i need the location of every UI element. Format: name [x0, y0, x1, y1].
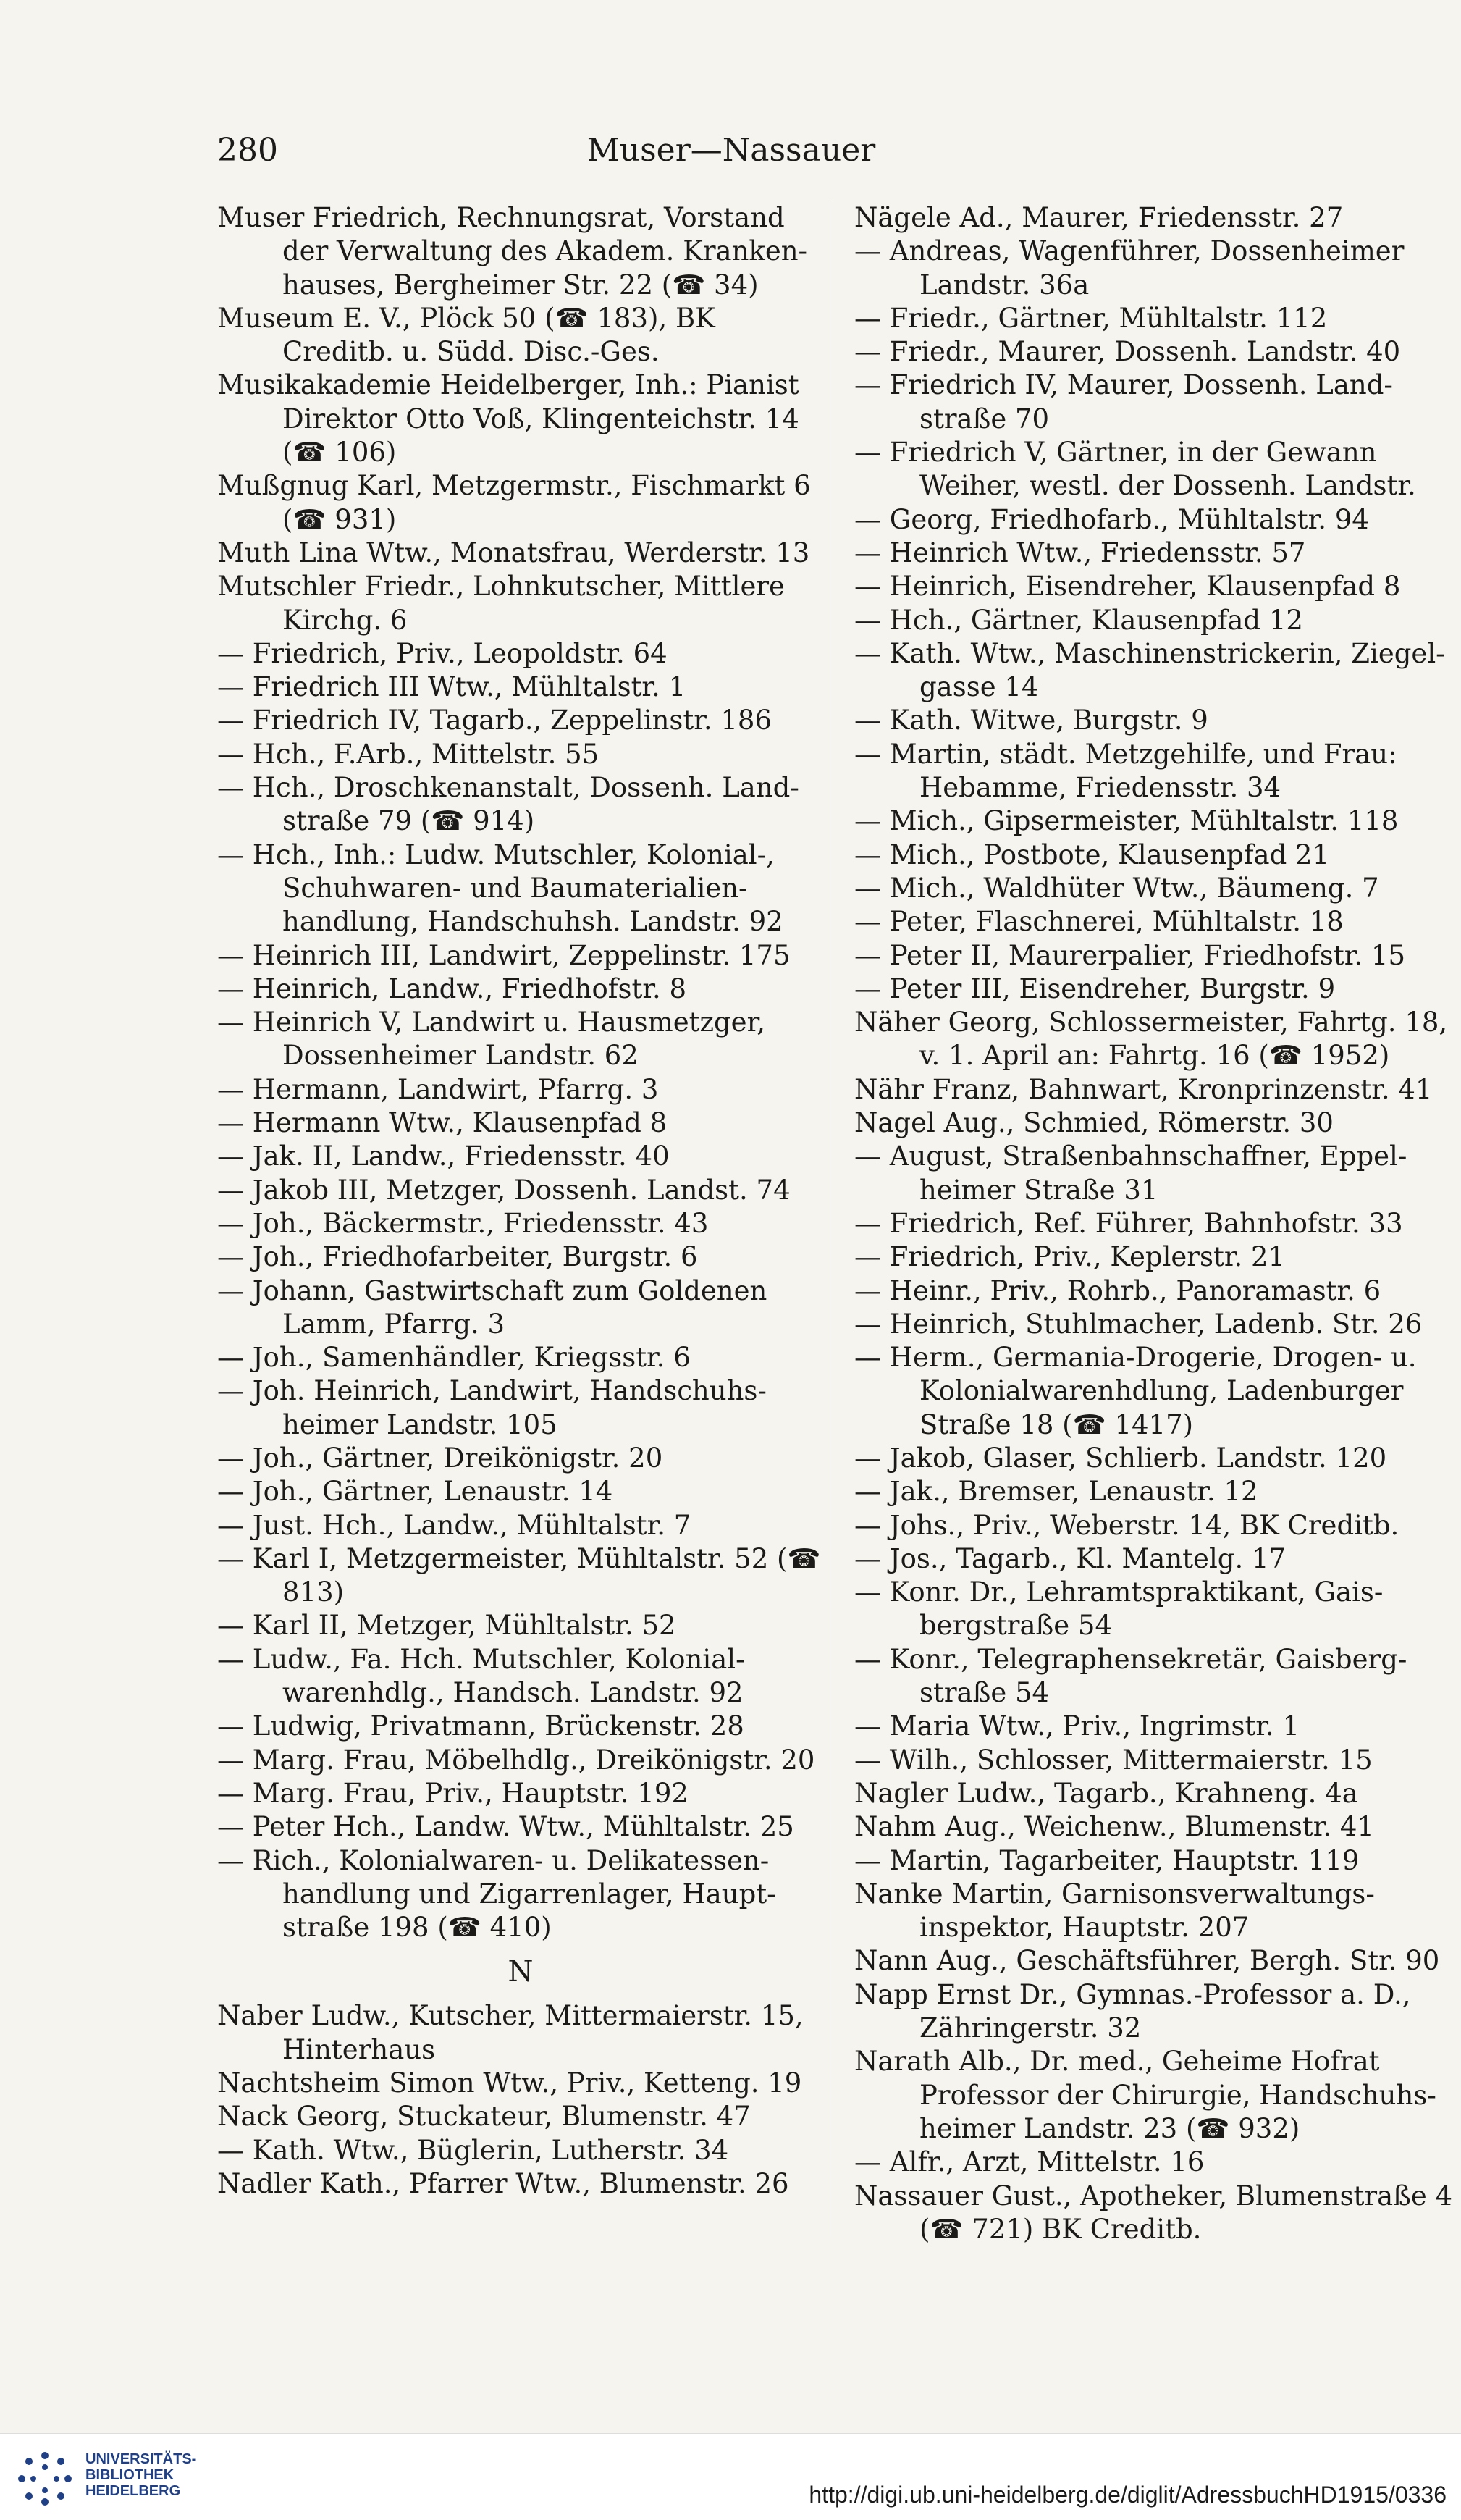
directory-entry: Nägele Ad., Maurer, Friedensstr. 27 [854, 202, 1344, 233]
source-url-link[interactable]: http://digi.ub.uni-heidelberg.de/diglit/AdressbuchHD1915/0336 [809, 2482, 1447, 2508]
directory-entry: Nagler Ludw., Tagarb., Krahneng. 4a [854, 1777, 1358, 1809]
directory-entry: Nagel Aug., Schmied, Römerstr. 30 [854, 1107, 1334, 1139]
directory-entry: Nadler Kath., Pfarrer Wtw., Blumenstr. 26 [217, 2167, 789, 2199]
directory-entry: — Joh. Heinrich, Landwirt, Handschuhs- heimer Landstr. 105 [217, 1375, 775, 1440]
directory-entry: — Joh., Samenhändler, Kriegsstr. 6 [217, 1342, 691, 1374]
directory-entry: Nack Georg, Stuckateur, Blumenstr. 47 [217, 2101, 751, 2133]
directory-entry: — Rich., Kolonialwaren- u. Delikatessen- handlung und Zigarrenlager, Haupt- straße 198 (☎ 410) [217, 1844, 785, 1944]
page-number: 280 [217, 132, 278, 169]
directory-entry: — Peter II, Maurerpalier, Friedhofstr. 15 [854, 939, 1406, 971]
directory-entry: — Joh., Gärtner, Dreikönigstr. 20 [217, 1442, 663, 1474]
directory-entry: Museum E. V., Plöck 50 (☎ 183), BK Creditb. u. Südd. Disc.-Ges. [217, 302, 724, 368]
directory-entry: — Jakob, Glaser, Schlierb. Landstr. 120 [854, 1442, 1387, 1474]
directory-entry: — Friedrich IV, Tagarb., Zeppelinstr. 186 [217, 705, 772, 736]
directory-entry: — Kath. Wtw., Maschinenstrickerin, Ziegel- gasse 14 [854, 637, 1454, 703]
directory-entry: — Alfr., Arzt, Mittelstr. 16 [854, 2146, 1205, 2178]
running-title: Muser—Nassauer [586, 132, 876, 169]
directory-entry: — Friedr., Maurer, Dossenh. Landstr. 40 [854, 336, 1401, 368]
directory-entry: — Ludwig, Privatmann, Brückenstr. 28 [217, 1710, 744, 1742]
directory-entry: — Joh., Friedhofarbeiter, Burgstr. 6 [217, 1241, 698, 1273]
directory-entry: — Heinrich V, Landwirt u. Hausmetzger, Dossenheimer Landstr. 62 [217, 1007, 774, 1072]
directory-entry: — Jak. II, Landw., Friedensstr. 40 [217, 1141, 670, 1172]
directory-entry: — Kath. Wtw., Büglerin, Lutherstr. 34 [217, 2134, 729, 2166]
directory-entry: — Heinrich III, Landwirt, Zeppelinstr. 175 [217, 939, 791, 971]
directory-entry: — Ludw., Fa. Hch. Mutschler, Kolonial- warenhdlg., Handsch. Landstr. 92 [217, 1643, 754, 1709]
directory-entry: — Joh., Bäckermstr., Friedensstr. 43 [217, 1207, 709, 1239]
footer [0, 2433, 1461, 2520]
directory-entry: — Friedrich, Priv., Leopoldstr. 64 [217, 637, 668, 669]
directory-entry: Nanke Martin, Garnisonsverwaltungs- inspektor, Hauptstr. 207 [854, 1878, 1384, 1944]
directory-entry: — Hch., Droschkenanstalt, Dossenh. Land- straße 79 (☎ 914) [217, 772, 808, 837]
directory-entry: — Hch., F.Arb., Mittelstr. 55 [217, 738, 599, 770]
directory-entry: Nähr Franz, Bahnwart, Kronprinzenstr. 41 [854, 1073, 1433, 1105]
library-logo-icon [16, 2450, 74, 2508]
directory-entry: — Friedrich IV, Maurer, Dossenh. Land- straße 70 [854, 369, 1402, 434]
directory-entry: — Mich., Postbote, Klausenpfad 21 [854, 839, 1330, 870]
directory-entry: — Heinrich, Stuhlmacher, Ladenb. Str. 26 [854, 1308, 1423, 1340]
directory-entry: Nassauer Gust., Apotheker, Blumenstraße 4 (☎ 721) BK Creditb. [854, 2180, 1461, 2245]
directory-entry: Muser Friedrich, Rechnungsrat, Vorstand der Verwaltung des Akadem. Kranken- hauses, Bergheimer Str. 22 (☎ 34) [217, 202, 816, 301]
directory-entry: — Heinrich, Landw., Friedhofstr. 8 [217, 973, 687, 1004]
directory-entry: — Friedrich V, Gärtner, in der Gewann Weiher, westl. der Dossenh. Landstr. [854, 437, 1416, 502]
directory-entry: — Maria Wtw., Priv., Ingrimstr. 1 [854, 1710, 1300, 1742]
directory-entry: — Hermann Wtw., Klausenpfad 8 [217, 1107, 668, 1139]
directory-entry: — Konr., Telegraphensekretär, Gaisberg- straße 54 [854, 1643, 1416, 1709]
directory-entry: — Marg. Frau, Möbelhdlg., Dreikönigstr. 20 [217, 1744, 815, 1776]
directory-entry: — Hermann, Landwirt, Pfarrg. 3 [217, 1073, 659, 1105]
directory-entry: — Andreas, Wagenführer, Dossenheimer Landstr. 36a [854, 235, 1413, 301]
library-name [85, 2451, 196, 2499]
directory-entry: — Johs., Priv., Weberstr. 14, BK Creditb. [854, 1509, 1399, 1541]
directory-entry: Näher Georg, Schlossermeister, Fahrtg. 18, v. 1. April an: Fahrtg. 16 (☎ 1952) [854, 1007, 1456, 1072]
directory-entry: — Herm., Germania-Drogerie, Drogen- u. Kolonialwarenhdlung, Ladenburger Straße 18 (☎ 1417) [854, 1342, 1426, 1440]
directory-entry: — Karl II, Metzger, Mühltalstr. 52 [217, 1610, 676, 1642]
directory-entry: — Friedrich, Ref. Führer, Bahnhofstr. 33 [854, 1207, 1403, 1239]
directory-entry: Muth Lina Wtw., Monatsfrau, Werderstr. 13 [217, 537, 810, 568]
directory-entry: — Wilh., Schlosser, Mittermaierstr. 15 [854, 1744, 1373, 1776]
right-column [854, 201, 1461, 2246]
directory-entry: — Karl I, Metzgermeister, Mühltalstr. 52 (☎ 813) [217, 1542, 830, 1608]
page-header [217, 132, 1245, 175]
directory-entry: — Hch., Inh.: Ludw. Mutschler, Kolonial-, Schuhwaren- und Baumaterialien- handlung, Handschuhsh. Landstr. 92 [217, 839, 783, 938]
directory-entry: — Jakob III, Metzger, Dossenh. Landst. 74 [217, 1174, 791, 1206]
directory-entry: Narath Alb., Dr. med., Geheime Hofrat Professor der Chirurgie, Handschuhs- heimer Landstr. 23 (☎ 932) [854, 2046, 1445, 2144]
directory-entry: Mußgnug Karl, Metzgermstr., Fischmarkt 6 (☎ 931) [217, 470, 820, 535]
directory-entry: — Just. Hch., Landw., Mühltalstr. 7 [217, 1509, 691, 1541]
directory-entry: — Peter, Flaschnerei, Mühltalstr. 18 [854, 906, 1344, 938]
directory-entry: — Martin, städt. Metzgehilfe, und Frau: Hebamme, Friedensstr. 34 [854, 738, 1406, 804]
directory-entry: — Jak., Bremser, Lenaustr. 12 [854, 1476, 1258, 1508]
directory-entry: Musikakademie Heidelberger, Inh.: Pianist Direktor Otto Voß, Klingenteichstr. 14 (☎ 106) [217, 369, 808, 469]
section-letter: N [508, 1955, 535, 1989]
directory-entry: — Friedrich, Priv., Keplerstr. 21 [854, 1241, 1286, 1273]
directory-entry: — Marg. Frau, Priv., Hauptstr. 192 [217, 1777, 689, 1809]
directory-entry: — Martin, Tagarbeiter, Hauptstr. 119 [854, 1844, 1360, 1876]
directory-entry: — Mich., Waldhüter Wtw., Bäumeng. 7 [854, 872, 1379, 904]
directory-entry: Nahm Aug., Weichenw., Blumenstr. 41 [854, 1811, 1374, 1843]
directory-entry: — Heinrich, Eisendreher, Klausenpfad 8 [854, 571, 1401, 602]
library-line-3: HEIDELBERG [85, 2483, 181, 2499]
directory-entry: — Friedr., Gärtner, Mühltalstr. 112 [854, 302, 1328, 334]
directory-entry: Napp Ernst Dr., Gymnas.-Professor a. D., Zähringerstr. 32 [854, 1978, 1420, 2044]
directory-entry: — Jos., Tagarb., Kl. Mantelg. 17 [854, 1542, 1287, 1574]
directory-entry: Nann Aug., Geschäftsführer, Bergh. Str. 90 [854, 1945, 1440, 1977]
directory-entry: Mutschler Friedr., Lohnkutscher, Mittlere Kirchg. 6 [217, 571, 793, 636]
directory-entry: — Peter Hch., Landw. Wtw., Mühltalstr. 25 [217, 1811, 794, 1843]
directory-entry: — Kath. Witwe, Burgstr. 9 [854, 705, 1208, 736]
directory-entry: — Heinr., Priv., Rohrb., Panoramastr. 6 [854, 1274, 1381, 1306]
directory-entry: Naber Ludw., Kutscher, Mittermaierstr. 15, Hinterhaus [217, 2000, 812, 2065]
directory-entry: — Peter III, Eisendreher, Burgstr. 9 [854, 973, 1336, 1004]
left-column [217, 201, 830, 2201]
directory-entry: — Joh., Gärtner, Lenaustr. 14 [217, 1476, 613, 1508]
directory-entry: — Konr. Dr., Lehramtspraktikant, Gais- bergstraße 54 [854, 1576, 1392, 1642]
library-line-1: UNIVERSITÄTS- [85, 2451, 197, 2467]
directory-entry: Nachtsheim Simon Wtw., Priv., Ketteng. 19 [217, 2067, 802, 2099]
directory-entry: — Hch., Gärtner, Klausenpfad 12 [854, 604, 1303, 636]
directory-entry: — August, Straßenbahnschaffner, Eppel- heimer Straße 31 [854, 1141, 1416, 1206]
directory-entry: — Heinrich Wtw., Friedensstr. 57 [854, 537, 1306, 568]
library-line-2: BIBLIOTHEK [85, 2467, 174, 2483]
directory-entry: — Georg, Friedhofarb., Mühltalstr. 94 [854, 503, 1369, 535]
directory-entry: — Johann, Gastwirtschaft zum Goldenen Lamm, Pfarrg. 3 [217, 1274, 776, 1340]
directory-entry: — Friedrich III Wtw., Mühltalstr. 1 [217, 671, 686, 703]
directory-entry: — Mich., Gipsermeister, Mühltalstr. 118 [854, 805, 1399, 837]
